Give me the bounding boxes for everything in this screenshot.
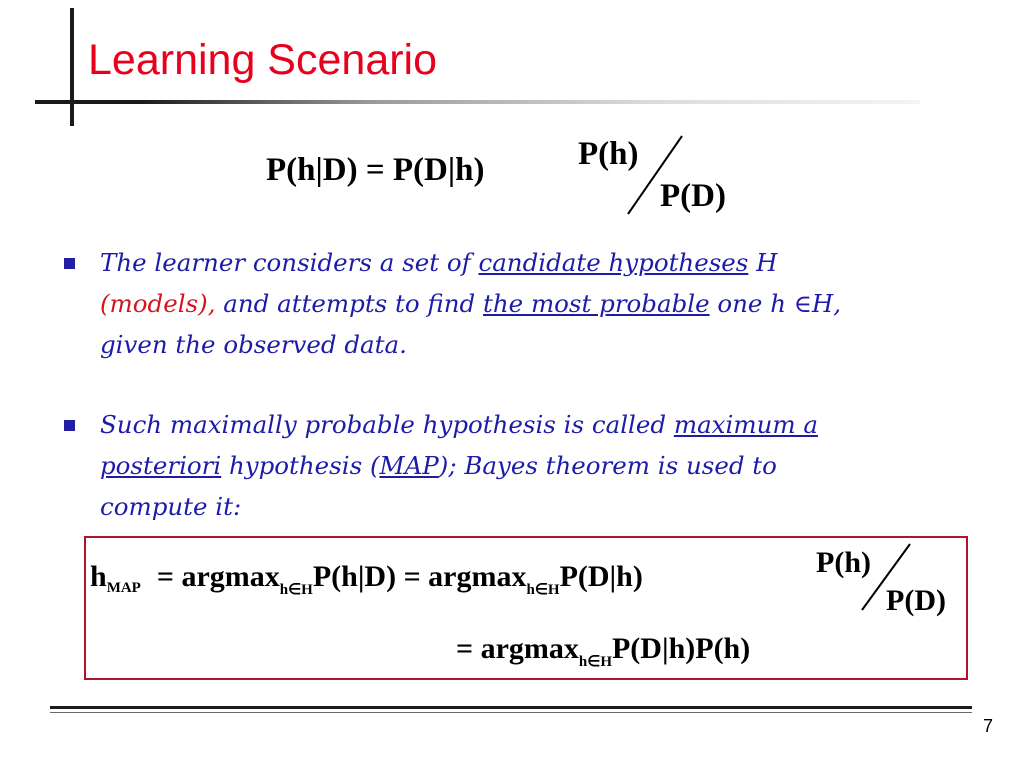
models-note: (models), [100,289,216,318]
map-formula-line-2 [456,632,750,671]
most-probable-term: the most probable [483,289,710,318]
title-vertical-rule [70,8,74,126]
map-formula-line-1 [90,560,643,599]
bayes-equation-numerator: P(h) [578,136,639,172]
bullet-2-text: hypothesis ( [221,451,380,480]
bullet-1-text: H [748,248,778,277]
argmax-1: = argmax [156,560,280,593]
argmax-3-subscript: h∈H [578,654,612,670]
map-subscript: MAP [106,580,141,596]
argmax-1-subscript: h∈H [279,582,313,598]
maximum-a-term: maximum a [673,410,818,439]
bullet-marker-2 [64,420,75,431]
bullet-1-line-1 [100,242,1000,283]
bullet-2-text: ); Bayes theorem is used to [438,451,777,480]
bullet-marker-1 [64,258,75,269]
bullet-1-line-2 [100,283,1000,324]
candidate-hypotheses-term: candidate hypotheses [478,248,749,277]
bayes-equation-denominator: P(D) [660,178,726,214]
bullet-2-line-3: compute it: [100,492,242,521]
h-symbol: h [90,560,107,593]
bullet-2-text: Such maximally probable hypothesis is called [100,410,674,439]
argmax-2-subscript: h∈H [526,582,560,598]
bullet-text-2 [100,404,1000,527]
slide-title: Learning Scenario [88,36,438,84]
bullet-2-line-2 [100,445,1000,486]
bayes-equation-lhs: P(h|D) = P(D|h) [266,152,485,188]
bullet-2-line-1 [100,404,1000,445]
likelihood-term: P(D|h) [559,560,643,593]
bullet-1-text: The learner considers a set of [100,248,479,277]
map-formula-denominator: P(D) [886,584,946,617]
page-number: 7 [983,716,994,736]
argmax-3: = argmax [456,632,579,665]
footer-rule-thin [50,712,972,713]
bullet-1-text: and attempts to find [215,289,484,318]
bullet-1-text: one h ∈H, [709,289,842,318]
map-formula-numerator: P(h) [816,546,871,579]
bullet-text-1 [100,242,1000,365]
footer-rule-thick [50,706,972,709]
likelihood-prior-term: P(D|h)P(h) [611,632,751,665]
map-term: MAP [379,451,439,480]
title-horizontal-rule [35,100,920,104]
posteriori-term: posteriori [100,451,222,480]
posterior-and-argmax-2: P(h|D) = argmax [312,560,527,593]
bullet-1-line-3: given the observed data. [100,330,407,359]
